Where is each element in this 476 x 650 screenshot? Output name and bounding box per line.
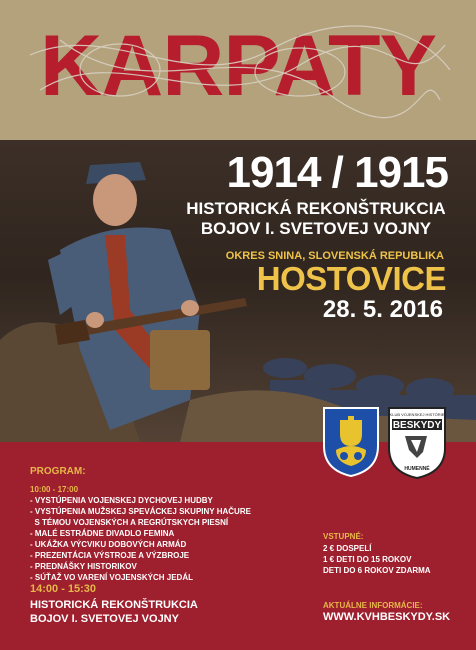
event-2-line: HISTORICKÁ REKONŠTRUKCIA: [30, 599, 198, 611]
program-list: [30, 495, 251, 583]
club-emblem-icon: [387, 406, 447, 480]
years-heading: 1914 / 1915: [226, 148, 448, 197]
program-item: S TÉMOU VOJENSKÝCH A REGRÚTSKYCH PIESNÍ: [30, 518, 229, 527]
info-label: AKTUÁLNE INFORMÁCIE:: [323, 601, 423, 610]
program-item: - SÚŤAŽ VO VARENÍ VOJENSKÝCH JEDÁL: [30, 573, 193, 582]
program-item: - VYSTÚPENIA VOJENSKEJ DYCHOVEJ HUDBY: [30, 496, 213, 505]
program-event-2: [30, 598, 198, 626]
admission-label: VSTUPNÉ:: [323, 532, 364, 541]
town-coat-of-arms-icon: [322, 406, 380, 478]
poster-title: KARPATY: [40, 18, 436, 114]
region-label: OKRES SNINA, SLOVENSKÁ REPUBLIKA: [225, 250, 444, 262]
admission-line: 2 € DOSPELÍ: [323, 544, 372, 553]
event-2-line: BOJOV I. SVETOVEJ VOJNY: [30, 613, 179, 625]
event-subtitle: [186, 199, 446, 239]
club-bottom-text: HUMENNÉ: [404, 466, 430, 472]
program-item: - PREDNÁŠKY HISTORIKOV: [30, 562, 137, 571]
program-item: - UKÁŽKA VÝCVIKU DOBOVÝCH ARMÁD: [30, 540, 187, 549]
barbed-wire-graphic: [0, 0, 476, 140]
subtitle-line: BOJOV I. SVETOVEJ VOJNY: [200, 219, 432, 238]
program-label: PROGRAM:: [30, 466, 86, 477]
event-date: 28. 5. 2016: [322, 296, 443, 323]
program-item: - VYSTÚPENIA MUŽSKEJ SPEVÁCKEJ SKUPINY HAČURE: [30, 507, 251, 516]
program-time-2: 14:00 - 15:30: [30, 583, 97, 595]
website-link[interactable]: WWW.KVHBESKYDY.SK: [323, 611, 451, 623]
admission-line: 1 € DETI DO 15 ROKOV: [323, 555, 412, 564]
program-time-1: 10:00 - 17:00: [30, 485, 79, 494]
program-item: - MALÉ ESTRÁDNE DIVADLO FEMINA: [30, 529, 175, 538]
town-name: HOSTOVICE: [256, 260, 446, 297]
admission-list: [323, 543, 431, 576]
admission-line: DETI DO 6 ROKOV ZDARMA: [323, 566, 431, 575]
subtitle-line: HISTORICKÁ REKONŠTRUKCIA: [186, 199, 446, 218]
club-top-text: KLUB VOJENSKEJ HISTÓRIE: [389, 412, 445, 417]
club-name-text: BESKYDY: [392, 420, 442, 431]
program-item: - PREZENTÁCIA VÝSTROJE A VÝZBROJE: [30, 551, 190, 560]
